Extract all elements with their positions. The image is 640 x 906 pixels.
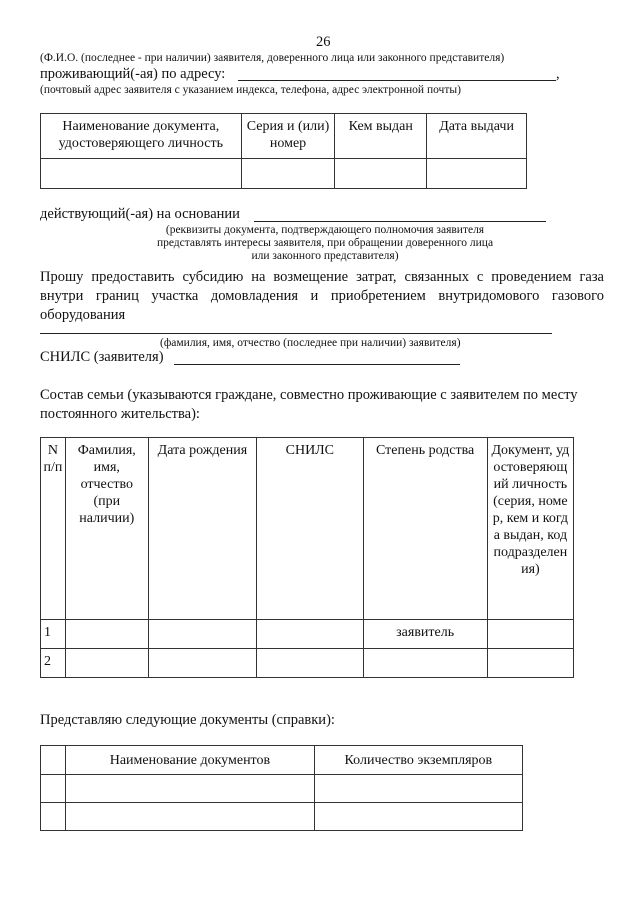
basis-caption-line-3: или законного представителя) bbox=[251, 250, 399, 262]
snils-field[interactable] bbox=[174, 364, 460, 365]
family-header-n-text: N п/п bbox=[43, 443, 63, 475]
family-row-1-document[interactable] bbox=[487, 620, 573, 649]
docs-row-2-name[interactable] bbox=[66, 803, 315, 831]
docs-row-1-count[interactable] bbox=[314, 775, 522, 803]
docs-row-1-n[interactable] bbox=[41, 775, 66, 803]
family-header-snils: СНИЛС bbox=[257, 438, 363, 620]
fio-caption: (Ф.И.О. (последнее - при наличии) заявителя, доверенного лица или законного представителя) bbox=[40, 52, 505, 64]
id-header-name: Наименование документа, удостоверяющего личность bbox=[41, 114, 242, 159]
family-row-2-relation[interactable] bbox=[363, 649, 487, 678]
id-header-issuer: Кем выдан bbox=[335, 114, 427, 159]
address-field[interactable] bbox=[238, 80, 556, 81]
family-header-birthdate: Дата рождения bbox=[148, 438, 256, 620]
family-intro: Состав семьи (указываются граждане, совместно проживающие с заявителем по месту постоянного жительства): bbox=[40, 387, 578, 422]
docs-row-1-name[interactable] bbox=[66, 775, 315, 803]
page-number: 26 bbox=[316, 34, 331, 50]
family-row-2-birthdate[interactable] bbox=[148, 649, 256, 678]
docs-row-2-n[interactable] bbox=[41, 803, 66, 831]
id-header-series: Серия и (или) номер bbox=[241, 114, 335, 159]
address-comma: , bbox=[556, 66, 560, 82]
basis-field[interactable] bbox=[254, 221, 546, 222]
snils-label: СНИЛС (заявителя) bbox=[40, 349, 164, 365]
basis-label: действующий(-ая) на основании bbox=[40, 206, 240, 222]
family-row-1-fio[interactable] bbox=[65, 620, 148, 649]
table-row bbox=[41, 803, 523, 831]
family-table bbox=[40, 437, 574, 678]
basis-caption-line-1: (реквизиты документа, подтверждающего полномочия заявителя bbox=[165, 224, 485, 236]
docs-intro: Представляю следующие документы (справки): bbox=[40, 712, 335, 728]
id-header-date: Дата выдачи bbox=[427, 114, 527, 159]
family-header-relation: Степень родства bbox=[363, 438, 487, 620]
address-label: проживающий(-ая) по адресу: bbox=[40, 66, 226, 82]
id-document-table bbox=[40, 113, 527, 189]
table-row bbox=[41, 775, 523, 803]
id-cell-date[interactable] bbox=[427, 159, 527, 189]
id-cell-issuer[interactable] bbox=[335, 159, 427, 189]
family-header-fio: Фамилия, имя, отчество (при наличии) bbox=[65, 438, 148, 620]
family-header-n bbox=[41, 438, 66, 620]
docs-header-name: Наименование документов bbox=[66, 746, 315, 775]
id-cell-name[interactable] bbox=[41, 159, 242, 189]
basis-caption bbox=[120, 224, 530, 263]
name-caption: (фамилия, имя, отчество (последнее при наличии) заявителя) bbox=[160, 337, 461, 349]
family-row-2-n: 2 bbox=[41, 649, 66, 678]
request-text: Прошу предоставить субсидию на возмещение затрат, связанных с проведением газа внутри границ участка домовладения и приобретением внутридомового газового оборудования bbox=[40, 269, 604, 323]
docs-header-count: Количество экземпляров bbox=[314, 746, 522, 775]
family-row-1-birthdate[interactable] bbox=[148, 620, 256, 649]
basis-caption-line-2: представлять интересы заявителя, при обращении доверенного лица bbox=[156, 237, 494, 249]
family-header-document: Документ, удостоверяющий личность (серия, номер, кем и когда выдан, код подразделения) bbox=[487, 438, 573, 620]
applicant-name-field[interactable] bbox=[40, 333, 552, 334]
family-row-2-document[interactable] bbox=[487, 649, 573, 678]
address-caption: (почтовый адрес заявителя с указанием индекса, телефона, адрес электронной почты) bbox=[40, 84, 461, 96]
table-row bbox=[41, 620, 574, 649]
table-row bbox=[41, 649, 574, 678]
docs-row-2-count[interactable] bbox=[314, 803, 522, 831]
family-row-1-n: 1 bbox=[41, 620, 66, 649]
family-row-1-relation: заявитель bbox=[363, 620, 487, 649]
id-cell-series[interactable] bbox=[241, 159, 335, 189]
family-row-2-fio[interactable] bbox=[65, 649, 148, 678]
family-row-1-snils[interactable] bbox=[257, 620, 363, 649]
docs-header-blank bbox=[41, 746, 66, 775]
family-row-2-snils[interactable] bbox=[257, 649, 363, 678]
docs-table bbox=[40, 745, 523, 831]
